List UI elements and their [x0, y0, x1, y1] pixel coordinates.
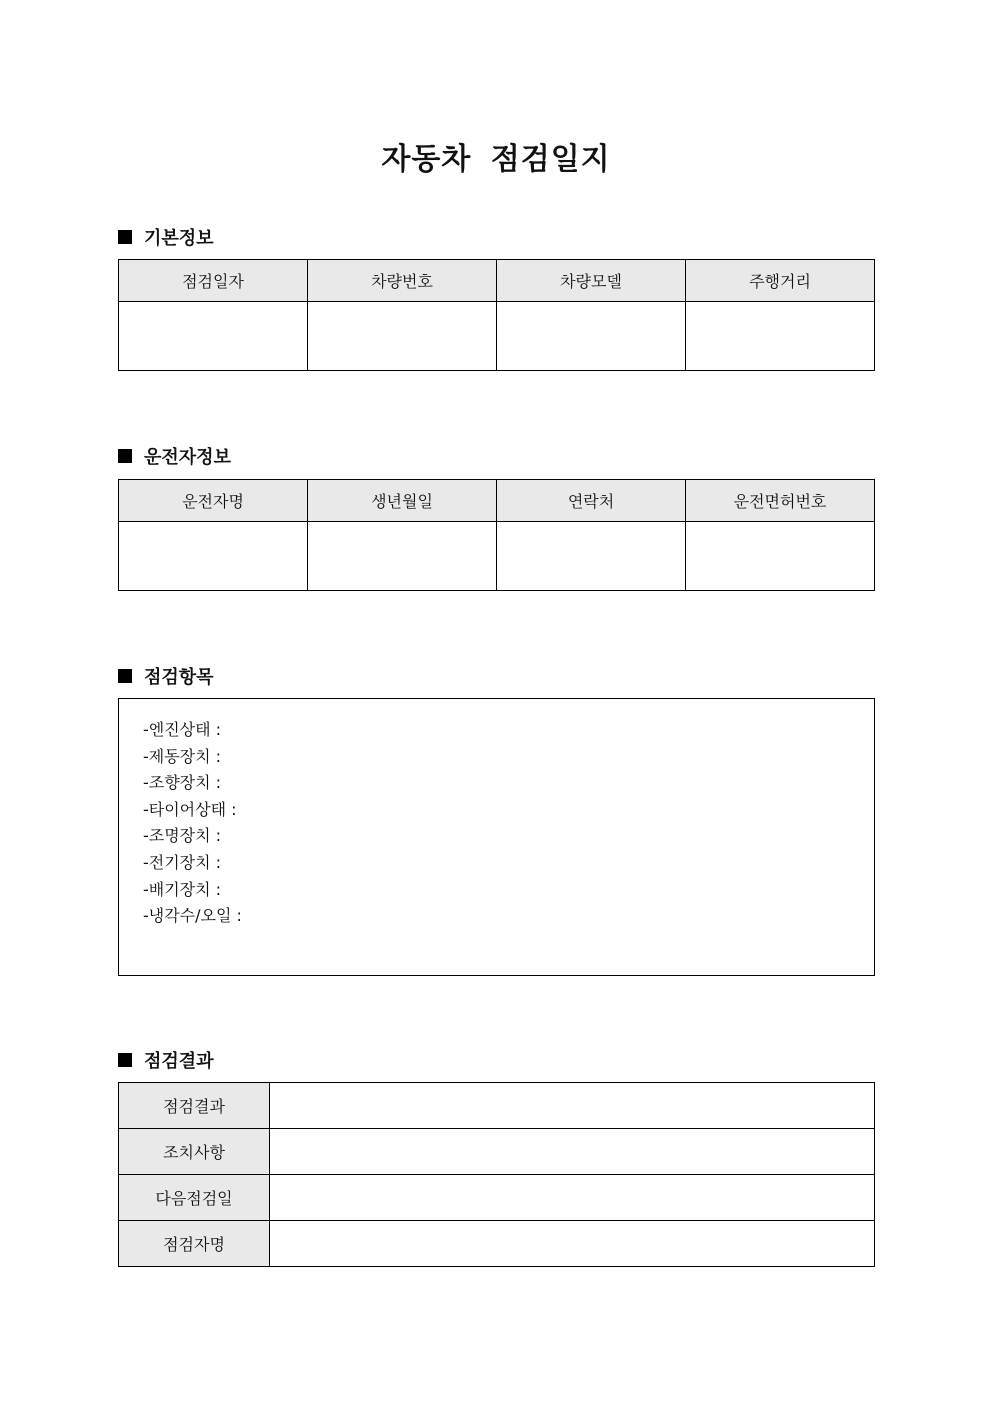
inspection-item: -타이어상태 : [143, 799, 237, 819]
inspection-item: -전기장치 : [143, 852, 222, 872]
square-bullet-icon [118, 230, 132, 244]
column-header: 주행거리 [686, 260, 875, 302]
basic-info-table [118, 259, 875, 371]
section-heading-label: 운전자정보 [144, 447, 231, 468]
inspection-items-box[interactable] [118, 698, 875, 976]
driver-name-cell[interactable] [119, 522, 308, 591]
column-header: 차량모델 [497, 260, 686, 302]
birth-date-cell[interactable] [308, 522, 497, 591]
square-bullet-icon [118, 669, 132, 683]
driver-info-table [118, 479, 875, 591]
section-heading-driver [118, 443, 231, 469]
section-heading-results [118, 1047, 214, 1073]
inspection-item: -배기장치 : [143, 879, 222, 899]
license-number-cell[interactable] [686, 522, 875, 591]
inspection-item: -조향장치 : [143, 773, 222, 793]
vehicle-number-cell[interactable] [308, 302, 497, 371]
row-label: 점검결과 [119, 1083, 270, 1129]
contact-cell[interactable] [497, 522, 686, 591]
square-bullet-icon [118, 1053, 132, 1067]
column-header: 점검일자 [119, 260, 308, 302]
row-label: 조치사항 [119, 1129, 270, 1175]
document-title: 자동차 점검일지 [381, 142, 611, 177]
inspection-item: -제동장치 : [143, 746, 222, 766]
inspection-item: -냉각수/오일 : [143, 906, 242, 926]
next-inspection-date-cell[interactable] [270, 1175, 875, 1221]
results-table [118, 1082, 875, 1267]
column-header: 운전면허번호 [686, 480, 875, 522]
inspection-item: -조명장치 : [143, 826, 222, 846]
column-header: 연락처 [497, 480, 686, 522]
inspector-name-cell[interactable] [270, 1221, 875, 1267]
vehicle-model-cell[interactable] [497, 302, 686, 371]
section-heading-label: 점검항목 [144, 667, 214, 688]
column-header: 생년월일 [308, 480, 497, 522]
section-heading-inspection [118, 663, 214, 689]
column-header: 운전자명 [119, 480, 308, 522]
row-label: 점검자명 [119, 1221, 270, 1267]
row-label: 다음점검일 [119, 1175, 270, 1221]
section-heading-label: 기본정보 [144, 228, 214, 249]
mileage-cell[interactable] [686, 302, 875, 371]
inspection-date-cell[interactable] [119, 302, 308, 371]
section-heading-label: 점검결과 [144, 1051, 214, 1072]
section-heading-basic [118, 224, 214, 250]
action-taken-cell[interactable] [270, 1129, 875, 1175]
square-bullet-icon [118, 449, 132, 463]
column-header: 차량번호 [308, 260, 497, 302]
result-value-cell[interactable] [270, 1083, 875, 1129]
inspection-item: -엔진상태 : [143, 720, 222, 739]
